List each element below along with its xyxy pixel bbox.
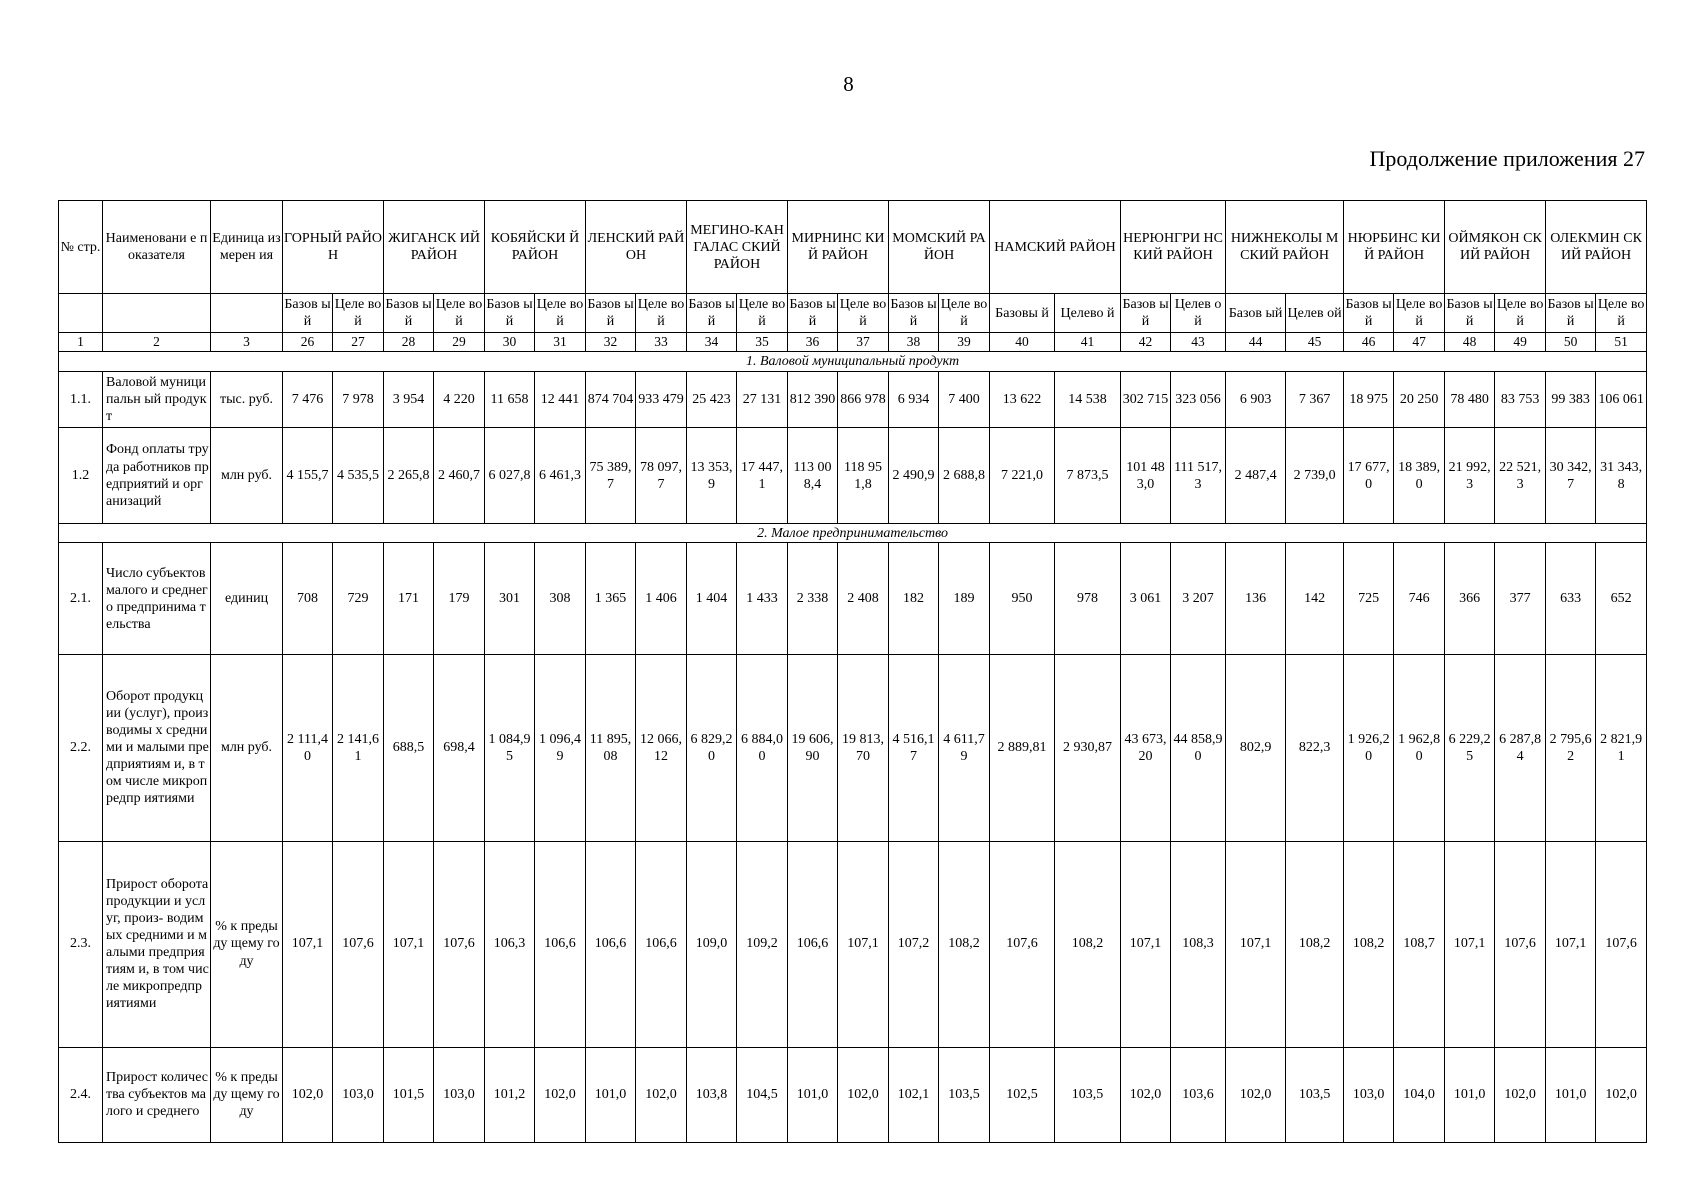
value-cell: 2 460,7 xyxy=(434,428,485,523)
value-cell: 30 342,7 xyxy=(1546,428,1596,523)
empty-cell xyxy=(103,294,211,333)
column-number-cell: 45 xyxy=(1286,333,1344,352)
district-header: МЕГИНО-КАНГАЛАС СКИЙ РАЙОН xyxy=(687,201,788,294)
value-cell: 1 096,49 xyxy=(535,655,586,841)
subheader-cell: Целе вой xyxy=(1495,294,1546,333)
empty-cell xyxy=(211,294,283,333)
value-cell: 102,0 xyxy=(283,1047,333,1142)
value-cell: 102,1 xyxy=(889,1047,939,1142)
subheader-cell: Целев ой xyxy=(1286,294,1344,333)
district-header: ГОРНЫЙ РАЙОН xyxy=(283,201,384,294)
subheader-cell: Базов ый xyxy=(283,294,333,333)
value-cell: 1 962,80 xyxy=(1394,655,1445,841)
district-header: НАМСКИЙ РАЙОН xyxy=(990,201,1121,294)
value-cell: 6 287,84 xyxy=(1495,655,1546,841)
value-cell: 1 365 xyxy=(586,543,636,655)
district-header: НЮРБИНС КИЙ РАЙОН xyxy=(1344,201,1445,294)
value-cell: 2 739,0 xyxy=(1286,428,1344,523)
value-cell: 301 xyxy=(485,543,535,655)
value-cell: 6 884,00 xyxy=(737,655,788,841)
value-cell: 107,1 xyxy=(1445,841,1495,1047)
value-cell: 107,1 xyxy=(384,841,434,1047)
value-cell: 107,1 xyxy=(1121,841,1171,1047)
column-number-cell: 40 xyxy=(990,333,1055,352)
value-cell: 171 xyxy=(384,543,434,655)
subheader-cell: Базов ый xyxy=(1445,294,1495,333)
value-cell: 101,0 xyxy=(586,1047,636,1142)
district-header: МИРНИНС КИЙ РАЙОН xyxy=(788,201,889,294)
subheader-cell: Целе вой xyxy=(737,294,788,333)
value-cell: 2 487,4 xyxy=(1226,428,1286,523)
value-cell: 18 975 xyxy=(1344,371,1394,428)
value-cell: 107,6 xyxy=(990,841,1055,1047)
value-cell: 746 xyxy=(1394,543,1445,655)
value-cell: 866 978 xyxy=(838,371,889,428)
value-cell: 2 688,8 xyxy=(939,428,990,523)
column-number-cell: 47 xyxy=(1394,333,1445,352)
value-cell: 3 954 xyxy=(384,371,434,428)
header-unit: Единица измерен ия xyxy=(211,201,283,294)
value-cell: 14 538 xyxy=(1055,371,1121,428)
value-cell: 1 404 xyxy=(687,543,737,655)
subheader-cell: Целе вой xyxy=(1596,294,1647,333)
value-cell: 2 490,9 xyxy=(889,428,939,523)
value-cell: 107,6 xyxy=(434,841,485,1047)
value-cell: 13 353,9 xyxy=(687,428,737,523)
subheader-cell: Целе вой xyxy=(636,294,687,333)
value-cell: 43 673,20 xyxy=(1121,655,1171,841)
value-cell: 2 338 xyxy=(788,543,838,655)
value-cell: 103,5 xyxy=(1055,1047,1121,1142)
value-cell: 1 433 xyxy=(737,543,788,655)
value-cell: 7 873,5 xyxy=(1055,428,1121,523)
district-header: МОМСКИЙ РАЙОН xyxy=(889,201,990,294)
subheader-cell: Целево й xyxy=(1055,294,1121,333)
value-cell: 18 389,0 xyxy=(1394,428,1445,523)
subheader-cell: Базов ый xyxy=(485,294,535,333)
value-cell: 933 479 xyxy=(636,371,687,428)
row-number: 2.4. xyxy=(59,1047,103,1142)
subheader-cell: Базов ый xyxy=(1546,294,1596,333)
value-cell: 101 483,0 xyxy=(1121,428,1171,523)
value-cell: 323 056 xyxy=(1171,371,1226,428)
value-cell: 4 155,7 xyxy=(283,428,333,523)
value-cell: 103,0 xyxy=(434,1047,485,1142)
district-header: ЖИГАНСК ИЙ РАЙОН xyxy=(384,201,485,294)
subheader-cell: Целе вой xyxy=(535,294,586,333)
column-number-cell: 50 xyxy=(1546,333,1596,352)
value-cell: 102,0 xyxy=(1495,1047,1546,1142)
value-cell: 101,5 xyxy=(384,1047,434,1142)
district-header: КОБЯЙСКИ Й РАЙОН xyxy=(485,201,586,294)
value-cell: 113 008,4 xyxy=(788,428,838,523)
value-cell: 3 061 xyxy=(1121,543,1171,655)
subheader-cell: Базов ый xyxy=(889,294,939,333)
district-header: ЛЕНСКИЙ РАЙОН xyxy=(586,201,687,294)
value-cell: 83 753 xyxy=(1495,371,1546,428)
subheader-cell: Базов ый xyxy=(384,294,434,333)
value-cell: 107,1 xyxy=(1546,841,1596,1047)
header-name: Наименовани е показателя xyxy=(103,201,211,294)
value-cell: 108,7 xyxy=(1394,841,1445,1047)
value-cell: 1 926,20 xyxy=(1344,655,1394,841)
value-cell: 102,5 xyxy=(990,1047,1055,1142)
value-cell: 102,0 xyxy=(1596,1047,1647,1142)
indicator-name: Оборот продукции (услуг), производимы х средними и малыми предприятиям и, в том числе микропредпр иятиями xyxy=(103,655,211,841)
value-cell: 633 xyxy=(1546,543,1596,655)
value-cell: 19 813,70 xyxy=(838,655,889,841)
value-cell: 302 715 xyxy=(1121,371,1171,428)
district-header: ОЛЕКМИН СКИЙ РАЙОН xyxy=(1546,201,1647,294)
value-cell: 104,5 xyxy=(737,1047,788,1142)
value-cell: 75 389,7 xyxy=(586,428,636,523)
column-number-cell: 41 xyxy=(1055,333,1121,352)
column-number-cell: 42 xyxy=(1121,333,1171,352)
column-number-cell: 49 xyxy=(1495,333,1546,352)
column-number-cell: 32 xyxy=(586,333,636,352)
indicator-name: Число субъектов малого и среднего предпринима тельства xyxy=(103,543,211,655)
row-number: 1.1. xyxy=(59,371,103,428)
section-title: 2. Малое предпринимательство xyxy=(59,523,1647,543)
data-row xyxy=(59,841,1647,1047)
subheader-cell: Целе вой xyxy=(838,294,889,333)
data-row xyxy=(59,655,1647,841)
value-cell: 2 795,62 xyxy=(1546,655,1596,841)
column-number-cell: 37 xyxy=(838,333,889,352)
section-row xyxy=(59,352,1647,372)
subheader-cell: Базовы й xyxy=(990,294,1055,333)
value-cell: 7 367 xyxy=(1286,371,1344,428)
value-cell: 21 992,3 xyxy=(1445,428,1495,523)
value-cell: 3 207 xyxy=(1171,543,1226,655)
value-cell: 4 220 xyxy=(434,371,485,428)
subheader-cell: Базов ый xyxy=(687,294,737,333)
value-cell: 107,6 xyxy=(1596,841,1647,1047)
value-cell: 4 611,79 xyxy=(939,655,990,841)
value-cell: 2 930,87 xyxy=(1055,655,1121,841)
value-cell: 874 704 xyxy=(586,371,636,428)
value-cell: 107,1 xyxy=(838,841,889,1047)
value-cell: 102,0 xyxy=(1226,1047,1286,1142)
value-cell: 103,0 xyxy=(1344,1047,1394,1142)
value-cell: 2 889,81 xyxy=(990,655,1055,841)
value-cell: 109,2 xyxy=(737,841,788,1047)
subheader-cell: Базов ый xyxy=(1121,294,1171,333)
row-number: 2.1. xyxy=(59,543,103,655)
value-cell: 106,6 xyxy=(586,841,636,1047)
unit-cell: млн руб. xyxy=(211,428,283,523)
value-cell: 4 535,5 xyxy=(333,428,384,523)
value-cell: 308 xyxy=(535,543,586,655)
value-cell: 78 097,7 xyxy=(636,428,687,523)
column-number-cell: 34 xyxy=(687,333,737,352)
value-cell: 102,0 xyxy=(535,1047,586,1142)
indicator-name: Фонд оплаты труда работников предприятий и организаций xyxy=(103,428,211,523)
value-cell: 103,6 xyxy=(1171,1047,1226,1142)
value-cell: 6 461,3 xyxy=(535,428,586,523)
subheader-row xyxy=(59,294,1647,333)
column-number-cell: 28 xyxy=(384,333,434,352)
value-cell: 4 516,17 xyxy=(889,655,939,841)
value-cell: 108,2 xyxy=(939,841,990,1047)
column-number-cell: 38 xyxy=(889,333,939,352)
column-number-cell: 3 xyxy=(211,333,283,352)
value-cell: 111 517,3 xyxy=(1171,428,1226,523)
value-cell: 11 658 xyxy=(485,371,535,428)
indicator-name: Прирост количества субъектов малого и среднего xyxy=(103,1047,211,1142)
indicator-name: Валовой муниципальн ый продукт xyxy=(103,371,211,428)
header-row xyxy=(59,201,1647,294)
value-cell: 102,0 xyxy=(838,1047,889,1142)
value-cell: 101,0 xyxy=(1445,1047,1495,1142)
value-cell: 11 895,08 xyxy=(586,655,636,841)
row-number: 2.3. xyxy=(59,841,103,1047)
data-row xyxy=(59,371,1647,428)
column-number-cell: 48 xyxy=(1445,333,1495,352)
value-cell: 19 606,90 xyxy=(788,655,838,841)
subheader-cell: Базов ый xyxy=(788,294,838,333)
column-number-cell: 33 xyxy=(636,333,687,352)
column-number-cell: 31 xyxy=(535,333,586,352)
value-cell: 7 978 xyxy=(333,371,384,428)
value-cell: 12 441 xyxy=(535,371,586,428)
column-number-cell: 51 xyxy=(1596,333,1647,352)
indicator-name: Прирост оборота продукции и услуг, произ- водимых средними и малыми предприятиям и, в том числе микропредпр иятиями xyxy=(103,841,211,1047)
value-cell: 7 221,0 xyxy=(990,428,1055,523)
district-header: ОЙМЯКОН СКИЙ РАЙОН xyxy=(1445,201,1546,294)
value-cell: 688,5 xyxy=(384,655,434,841)
value-cell: 17 677,0 xyxy=(1344,428,1394,523)
unit-cell: % к предыду щему году xyxy=(211,1047,283,1142)
subheader-cell: Целе вой xyxy=(333,294,384,333)
value-cell: 6 229,25 xyxy=(1445,655,1495,841)
value-cell: 725 xyxy=(1344,543,1394,655)
value-cell: 107,1 xyxy=(283,841,333,1047)
value-cell: 698,4 xyxy=(434,655,485,841)
appendix-title: Продолжение приложения 27 xyxy=(1369,146,1645,171)
indicators-table xyxy=(58,200,1647,1143)
column-number-cell: 1 xyxy=(59,333,103,352)
column-number-cell: 35 xyxy=(737,333,788,352)
value-cell: 103,5 xyxy=(939,1047,990,1142)
value-cell: 101,0 xyxy=(1546,1047,1596,1142)
row-number: 2.2. xyxy=(59,655,103,841)
column-number-cell: 29 xyxy=(434,333,485,352)
unit-cell: млн руб. xyxy=(211,655,283,841)
value-cell: 107,2 xyxy=(889,841,939,1047)
value-cell: 182 xyxy=(889,543,939,655)
value-cell: 142 xyxy=(1286,543,1344,655)
subheader-cell: Целе вой xyxy=(434,294,485,333)
value-cell: 2 141,61 xyxy=(333,655,384,841)
subheader-cell: Целе вой xyxy=(939,294,990,333)
value-cell: 118 951,8 xyxy=(838,428,889,523)
column-number-cell: 43 xyxy=(1171,333,1226,352)
value-cell: 822,3 xyxy=(1286,655,1344,841)
value-cell: 729 xyxy=(333,543,384,655)
value-cell: 101,2 xyxy=(485,1047,535,1142)
value-cell: 377 xyxy=(1495,543,1546,655)
data-row xyxy=(59,543,1647,655)
value-cell: 102,0 xyxy=(636,1047,687,1142)
value-cell: 136 xyxy=(1226,543,1286,655)
value-cell: 101,0 xyxy=(788,1047,838,1142)
column-number-cell: 44 xyxy=(1226,333,1286,352)
value-cell: 109,0 xyxy=(687,841,737,1047)
value-cell: 44 858,90 xyxy=(1171,655,1226,841)
value-cell: 108,2 xyxy=(1344,841,1394,1047)
value-cell: 189 xyxy=(939,543,990,655)
value-cell: 103,5 xyxy=(1286,1047,1344,1142)
value-cell: 6 934 xyxy=(889,371,939,428)
value-cell: 802,9 xyxy=(1226,655,1286,841)
column-number-cell: 30 xyxy=(485,333,535,352)
value-cell: 1 084,95 xyxy=(485,655,535,841)
header-no: № стр. xyxy=(59,201,103,294)
value-cell: 2 408 xyxy=(838,543,889,655)
value-cell: 978 xyxy=(1055,543,1121,655)
data-row xyxy=(59,428,1647,523)
value-cell: 106,6 xyxy=(636,841,687,1047)
value-cell: 179 xyxy=(434,543,485,655)
column-number-row xyxy=(59,333,1647,352)
value-cell: 103,8 xyxy=(687,1047,737,1142)
value-cell: 103,0 xyxy=(333,1047,384,1142)
value-cell: 107,1 xyxy=(1226,841,1286,1047)
value-cell: 107,6 xyxy=(333,841,384,1047)
value-cell: 12 066,12 xyxy=(636,655,687,841)
section-title: 1. Валовой муниципальный продукт xyxy=(59,352,1647,372)
value-cell: 107,6 xyxy=(1495,841,1546,1047)
value-cell: 106 061 xyxy=(1596,371,1647,428)
subheader-cell: Базов ый xyxy=(586,294,636,333)
value-cell: 6 829,20 xyxy=(687,655,737,841)
subheader-cell: Целев ой xyxy=(1171,294,1226,333)
district-header: НИЖНЕКОЛЫ МСКИЙ РАЙОН xyxy=(1226,201,1344,294)
value-cell: 104,0 xyxy=(1394,1047,1445,1142)
subheader-cell: Целе вой xyxy=(1394,294,1445,333)
value-cell: 2 265,8 xyxy=(384,428,434,523)
value-cell: 652 xyxy=(1596,543,1647,655)
value-cell: 1 406 xyxy=(636,543,687,655)
column-number-cell: 27 xyxy=(333,333,384,352)
column-number-cell: 46 xyxy=(1344,333,1394,352)
district-header: НЕРЮНГРИ НСКИЙ РАЙОН xyxy=(1121,201,1226,294)
value-cell: 17 447,1 xyxy=(737,428,788,523)
page-number: 8 xyxy=(843,72,854,96)
value-cell: 366 xyxy=(1445,543,1495,655)
data-row xyxy=(59,1047,1647,1142)
value-cell: 6 903 xyxy=(1226,371,1286,428)
value-cell: 25 423 xyxy=(687,371,737,428)
unit-cell: тыс. руб. xyxy=(211,371,283,428)
row-number: 1.2 xyxy=(59,428,103,523)
column-number-cell: 26 xyxy=(283,333,333,352)
value-cell: 13 622 xyxy=(990,371,1055,428)
value-cell: 20 250 xyxy=(1394,371,1445,428)
value-cell: 2 821,91 xyxy=(1596,655,1647,841)
value-cell: 106,3 xyxy=(485,841,535,1047)
value-cell: 108,2 xyxy=(1055,841,1121,1047)
subheader-cell: Базов ый xyxy=(1226,294,1286,333)
value-cell: 99 383 xyxy=(1546,371,1596,428)
column-number-cell: 2 xyxy=(103,333,211,352)
value-cell: 6 027,8 xyxy=(485,428,535,523)
value-cell: 102,0 xyxy=(1121,1047,1171,1142)
value-cell: 7 476 xyxy=(283,371,333,428)
value-cell: 7 400 xyxy=(939,371,990,428)
value-cell: 812 390 xyxy=(788,371,838,428)
value-cell: 106,6 xyxy=(788,841,838,1047)
unit-cell: % к предыду щему году xyxy=(211,841,283,1047)
value-cell: 2 111,40 xyxy=(283,655,333,841)
unit-cell: единиц xyxy=(211,543,283,655)
value-cell: 27 131 xyxy=(737,371,788,428)
column-number-cell: 36 xyxy=(788,333,838,352)
empty-cell xyxy=(59,294,103,333)
value-cell: 22 521,3 xyxy=(1495,428,1546,523)
value-cell: 106,6 xyxy=(535,841,586,1047)
value-cell: 31 343,8 xyxy=(1596,428,1647,523)
subheader-cell: Базов ый xyxy=(1344,294,1394,333)
section-row xyxy=(59,523,1647,543)
value-cell: 78 480 xyxy=(1445,371,1495,428)
value-cell: 108,2 xyxy=(1286,841,1344,1047)
column-number-cell: 39 xyxy=(939,333,990,352)
value-cell: 950 xyxy=(990,543,1055,655)
value-cell: 708 xyxy=(283,543,333,655)
value-cell: 108,3 xyxy=(1171,841,1226,1047)
